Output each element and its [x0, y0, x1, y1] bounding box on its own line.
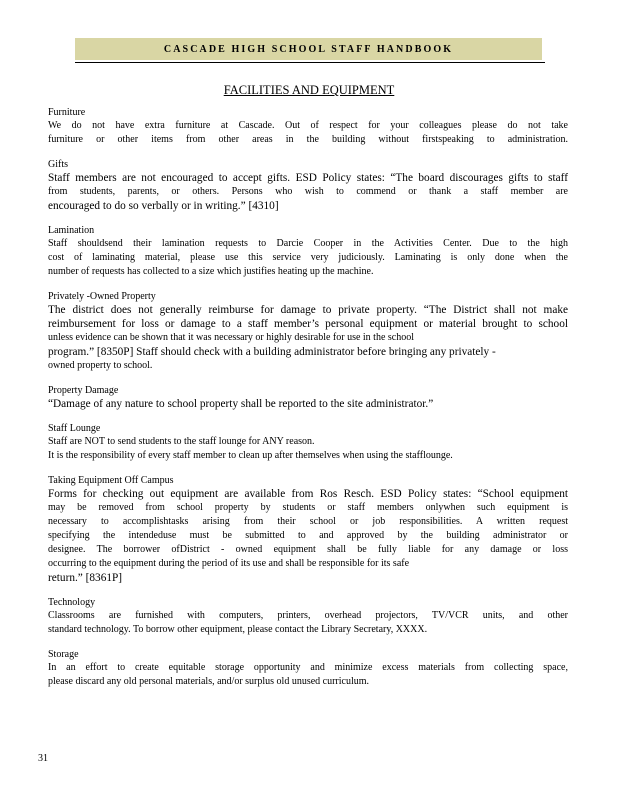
body-line: return.” [8361P]: [48, 572, 123, 584]
body-line: from students, parents, or others. Persons who wish to commend or thank a staff member are: [48, 186, 568, 197]
header-banner: [75, 38, 542, 60]
page-number: 31: [38, 753, 48, 764]
section-furniture: [48, 106, 568, 147]
section-heading: Staff Lounge: [48, 423, 101, 434]
section-heading: Technology: [48, 597, 96, 608]
body-line: occurring to the equipment during the period of its use and shall be responsible for its safe: [48, 558, 410, 569]
section-heading: Taking Equipment Off Campus: [48, 475, 174, 486]
handbook-title: CASCADE HIGH SCHOOL STAFF HANDBOOK: [163, 43, 454, 55]
body-line: It is the responsibility of every staff member to clean up after themselves when using the stafflounge.: [48, 450, 453, 461]
section-staff-lounge: [48, 422, 568, 463]
section-privately-owned-property: [48, 290, 568, 373]
body-line: owned property to school.: [48, 360, 153, 371]
body-line: furniture or other items from other areas in the building without firstspeaking to administration.: [48, 134, 568, 145]
body-line: standard technology. To borrow other equipment, please contact the Library Secretary, XXXX.: [48, 624, 428, 635]
body-line: reimbursement for loss or damage to a staff member’s personal equipment or material brought to school: [48, 318, 568, 330]
section-lamination: [48, 224, 568, 279]
body-line: encouraged to do so verbally or in writing.” [4310]: [48, 200, 279, 212]
header-divider: [75, 62, 545, 63]
section-gifts: [48, 158, 568, 213]
page-title: FACILITIES AND EQUIPMENT: [223, 83, 395, 97]
body-line: program.” [8350P] Staff should check with a building administrator before bringing any privately -: [48, 346, 496, 358]
body-line: designee. The borrower ofDistrict - owned equipment shall be fully liable for any damage or loss: [48, 544, 568, 555]
body-line: Classrooms are furnished with computers, printers, overhead projectors, TV/VCR units, and other: [48, 610, 568, 621]
body-line: specifying the intendeduse must be submitted to and approved by the building administrator or: [48, 530, 568, 541]
body-line: Forms for checking out equipment are available from Ros Resch. ESD Policy states: “School equipment: [48, 488, 568, 500]
section-technology: [48, 596, 568, 637]
body-line: The district does not generally reimburse for damage to private property. “The District shall not make: [48, 304, 568, 316]
body-line: unless evidence can be shown that it was necessary or highly desirable for use in the school: [48, 332, 415, 343]
section-heading: Lamination: [48, 225, 95, 236]
body-line: “Damage of any nature to school property shall be reported to the site administrator.”: [48, 398, 434, 410]
section-property-damage: [48, 384, 568, 411]
body-line: We do not have extra furniture at Cascade. Out of respect for your colleagues please do not take: [48, 120, 568, 131]
body-line: number of requests has collected to a size which justifies heating up the machine.: [48, 266, 374, 277]
body-line: Staff members are not encouraged to accept gifts. ESD Policy states: “The board discourages gifts to staff: [48, 172, 568, 184]
body-line: cost of laminating material, please use this service very judiciously. Laminating is only done when the: [48, 252, 568, 263]
body-line: In an effort to create equitable storage opportunity and minimize excess materials from collecting space,: [48, 662, 568, 673]
section-heading: Gifts: [48, 159, 68, 170]
section-heading: Furniture: [48, 107, 86, 118]
section-heading: Property Damage: [48, 385, 119, 396]
section-heading: Storage: [48, 649, 79, 660]
body-line: please discard any old personal materials, and/or surplus old unused curriculum.: [48, 676, 370, 687]
body-line: Staff shouldsend their lamination requests to Darcie Cooper in the Activities Center. Due to the high: [48, 238, 568, 249]
section-taking-equipment-off-campus: [48, 474, 568, 585]
body-line: necessary to accomplishtasks arising from their school or job responsibilities. A written request: [48, 516, 568, 527]
body-line: may be removed from school property by students or staff members onlywhen such equipment is: [48, 502, 568, 513]
section-storage: [48, 648, 568, 689]
body-line: Staff are NOT to send students to the staff lounge for ANY reason.: [48, 436, 315, 447]
page-content: [48, 106, 568, 700]
section-heading: Privately -Owned Property: [48, 291, 156, 302]
